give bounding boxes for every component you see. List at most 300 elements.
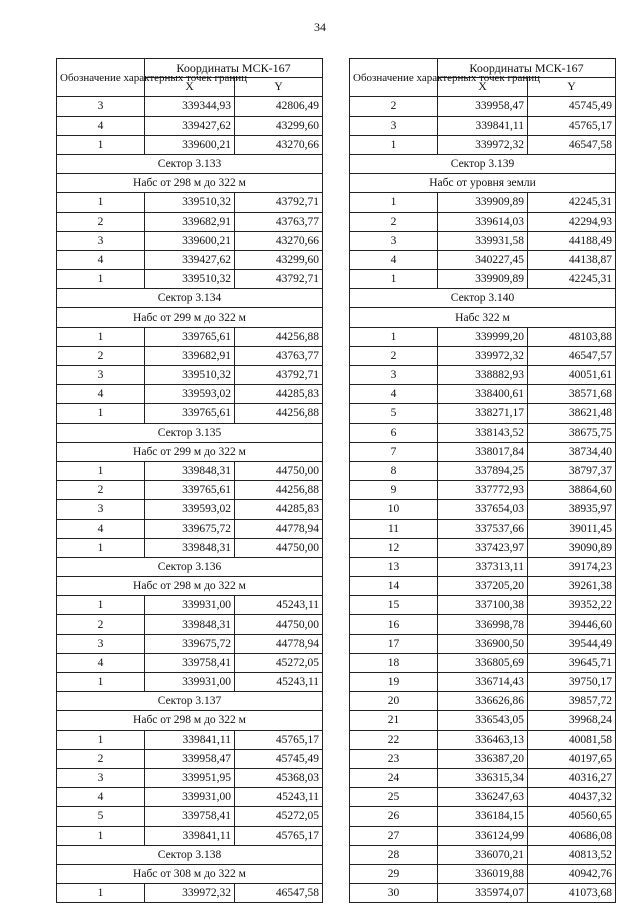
table-row [350,423,616,442]
coord-x: 339758,41 [145,653,235,672]
point-number: 23 [350,749,438,768]
coord-y: 43792,71 [235,366,323,385]
section-title-row [57,577,323,596]
coord-x: 339765,61 [145,404,235,423]
coord-y: 44750,00 [235,538,323,557]
coord-y: 38864,60 [528,481,616,500]
table-row [57,634,323,653]
section-title-row [57,711,323,730]
table-row [350,711,616,730]
table-row [57,135,323,154]
section-title: Сектор 3.133 [57,154,323,173]
point-number: 12 [350,538,438,557]
point-number: 1 [57,270,145,289]
table-row [350,250,616,269]
point-number: 28 [350,845,438,864]
point-number: 4 [57,653,145,672]
table-row [350,845,616,864]
table-row [350,730,616,749]
point-number: 3 [57,231,145,250]
coord-x: 337537,66 [438,519,528,538]
coord-y: 43763,77 [235,346,323,365]
section-title: Набс от 298 м до 322 м [57,174,323,193]
coord-x: 337772,93 [438,481,528,500]
coord-y: 42806,49 [235,97,323,116]
coord-y: 43792,71 [235,193,323,212]
point-number: 8 [350,461,438,480]
point-number: 9 [350,481,438,500]
coord-x: 337100,38 [438,596,528,615]
point-number: 3 [57,366,145,385]
coord-x: 337313,11 [438,557,528,576]
coord-y: 44778,94 [235,519,323,538]
point-number: 5 [350,404,438,423]
point-number: 1 [350,135,438,154]
coord-y: 39261,38 [528,577,616,596]
coord-x: 339972,32 [438,346,528,365]
section-title-row [350,174,616,193]
coord-x: 339765,61 [145,481,235,500]
coord-y: 42245,31 [528,193,616,212]
table-row [350,826,616,845]
table-row [350,212,616,231]
table-row [350,634,616,653]
section-title: Сектор 3.137 [57,692,323,711]
coord-x: 339931,00 [145,673,235,692]
coord-x: 339848,31 [145,538,235,557]
table-row [350,231,616,250]
coord-x: 336315,34 [438,768,528,787]
point-number: 22 [350,730,438,749]
point-number: 4 [350,385,438,404]
coord-x: 339848,31 [145,461,235,480]
table-row [350,788,616,807]
point-number: 4 [57,116,145,135]
header-points-label: Обозначение характерных точек границ [350,59,438,97]
section-title: Сектор 3.136 [57,557,323,576]
coord-y: 38571,68 [528,385,616,404]
point-number: 1 [57,135,145,154]
table-row [350,807,616,826]
table-row [57,596,323,615]
coord-x: 335974,07 [438,884,528,903]
point-number: 1 [57,826,145,845]
point-number: 30 [350,884,438,903]
point-number: 3 [350,116,438,135]
section-title-row [350,154,616,173]
coord-x: 338017,84 [438,442,528,461]
table-row [57,519,323,538]
coord-y: 45368,03 [235,768,323,787]
table-row [350,135,616,154]
coord-y: 39968,24 [528,711,616,730]
point-number: 1 [57,673,145,692]
section-title: Набс 322 м [350,308,616,327]
header-coords-label: Координаты МСК-167 [438,59,616,78]
table-row [57,788,323,807]
table-row [57,97,323,116]
point-number: 3 [57,768,145,787]
coord-x: 339972,32 [145,884,235,903]
coord-x: 336124,99 [438,826,528,845]
section-title: Сектор 3.134 [57,289,323,308]
coord-x: 338400,61 [438,385,528,404]
point-number: 1 [57,884,145,903]
point-number: 3 [350,231,438,250]
coord-y: 46547,57 [528,346,616,365]
coord-y: 40051,61 [528,366,616,385]
coord-y: 40942,76 [528,864,616,883]
point-number: 10 [350,500,438,519]
section-title: Сектор 3.140 [350,289,616,308]
table-row [350,481,616,500]
coord-y: 40081,58 [528,730,616,749]
table-row [350,673,616,692]
coord-y: 43270,66 [235,135,323,154]
coord-x: 336184,15 [438,807,528,826]
coord-y: 42245,31 [528,270,616,289]
coord-x: 338143,52 [438,423,528,442]
coord-x: 339765,61 [145,327,235,346]
header-y: Y [528,78,616,97]
header-coords-label: Координаты МСК-167 [145,59,323,78]
coord-x: 336247,63 [438,788,528,807]
table-row [57,231,323,250]
coord-y: 44188,49 [528,231,616,250]
table-row [350,692,616,711]
point-number: 3 [57,500,145,519]
table-row [350,385,616,404]
table-row [350,327,616,346]
point-number: 1 [350,193,438,212]
coord-x: 337205,20 [438,577,528,596]
point-number: 2 [57,212,145,231]
coord-x: 339510,32 [145,270,235,289]
coord-y: 45765,17 [235,826,323,845]
coord-x: 340227,45 [438,250,528,269]
point-number: 1 [57,730,145,749]
coord-y: 38675,75 [528,423,616,442]
coord-y: 44256,88 [235,481,323,500]
point-number: 13 [350,557,438,576]
coord-y: 38621,48 [528,404,616,423]
table-row [57,481,323,500]
point-number: 3 [350,366,438,385]
coord-y: 44256,88 [235,404,323,423]
table-row [350,404,616,423]
coord-y: 45272,05 [235,653,323,672]
coord-x: 336900,50 [438,634,528,653]
coord-y: 44285,83 [235,500,323,519]
point-number: 2 [350,97,438,116]
section-title: Набс от уровня земли [350,174,616,193]
point-number: 3 [57,634,145,653]
table-row [57,366,323,385]
table-row [350,884,616,903]
coord-y: 45272,05 [235,807,323,826]
point-number: 1 [350,270,438,289]
coord-x: 339344,93 [145,97,235,116]
table-row [57,193,323,212]
coord-y: 45243,11 [235,596,323,615]
table-row [57,327,323,346]
coord-y: 38935,97 [528,500,616,519]
table-row [350,864,616,883]
section-title-row [57,423,323,442]
coord-y: 39750,17 [528,673,616,692]
table-row [57,653,323,672]
section-title-row [57,289,323,308]
point-number: 1 [57,596,145,615]
point-number: 29 [350,864,438,883]
table-row [57,615,323,634]
table-row [57,270,323,289]
point-number: 27 [350,826,438,845]
coord-x: 339427,62 [145,250,235,269]
coord-y: 42294,93 [528,212,616,231]
coord-y: 46547,58 [235,884,323,903]
table-row [350,442,616,461]
point-number: 1 [57,461,145,480]
coord-x: 339758,41 [145,807,235,826]
point-number: 4 [57,250,145,269]
table-row [350,97,616,116]
point-number: 1 [57,404,145,423]
point-number: 2 [57,749,145,768]
section-title-row [57,557,323,576]
coord-y: 40560,65 [528,807,616,826]
coord-y: 43299,60 [235,250,323,269]
coord-y: 39857,72 [528,692,616,711]
coord-x: 339999,20 [438,327,528,346]
coord-x: 339593,02 [145,500,235,519]
point-number: 21 [350,711,438,730]
table-row [57,749,323,768]
coord-x: 339682,91 [145,346,235,365]
point-number: 2 [57,481,145,500]
point-number: 14 [350,577,438,596]
table-row [350,596,616,615]
coord-y: 39011,45 [528,519,616,538]
coord-y: 45765,17 [235,730,323,749]
table-row [350,538,616,557]
table-row [350,615,616,634]
coord-x: 339909,89 [438,270,528,289]
point-number: 4 [350,250,438,269]
point-number: 18 [350,653,438,672]
table-row [350,519,616,538]
point-number: 4 [57,519,145,538]
table-row [57,461,323,480]
coord-x: 337894,25 [438,461,528,480]
coord-x: 336070,21 [438,845,528,864]
table-row [57,404,323,423]
coord-x: 339958,47 [145,749,235,768]
section-title-row [57,308,323,327]
section-title: Сектор 3.139 [350,154,616,173]
section-title-row [57,864,323,883]
coord-y: 39544,49 [528,634,616,653]
coord-x: 336626,86 [438,692,528,711]
coord-x: 339958,47 [438,97,528,116]
point-number: 24 [350,768,438,787]
section-title: Набс от 299 м до 322 м [57,442,323,461]
coord-y: 40813,52 [528,845,616,864]
table-row [57,385,323,404]
table-row [350,768,616,787]
table-row [350,749,616,768]
coord-x: 336805,69 [438,653,528,672]
point-number: 3 [57,97,145,116]
coord-x: 339931,58 [438,231,528,250]
coord-y: 43299,60 [235,116,323,135]
coord-x: 339675,72 [145,634,235,653]
table-row [57,212,323,231]
coord-y: 38797,37 [528,461,616,480]
coord-x: 339931,00 [145,596,235,615]
coord-y: 44750,00 [235,615,323,634]
coord-x: 339951,95 [145,768,235,787]
table-row [350,461,616,480]
point-number: 26 [350,807,438,826]
coord-y: 39645,71 [528,653,616,672]
table-row [350,270,616,289]
table-row [350,346,616,365]
point-number: 25 [350,788,438,807]
point-number: 5 [57,807,145,826]
table-row [57,500,323,519]
coord-y: 44285,83 [235,385,323,404]
point-number: 7 [350,442,438,461]
coord-y: 46547,58 [528,135,616,154]
coord-y: 40686,08 [528,826,616,845]
coord-y: 48103,88 [528,327,616,346]
point-number: 4 [57,788,145,807]
table-row [350,577,616,596]
coord-y: 40197,65 [528,749,616,768]
coord-x: 339427,62 [145,116,235,135]
section-title: Набс от 298 м до 322 м [57,577,323,596]
coord-y: 45243,11 [235,673,323,692]
coord-x: 339510,32 [145,366,235,385]
coord-y: 44778,94 [235,634,323,653]
table-row [350,653,616,672]
coord-x: 339848,31 [145,615,235,634]
coord-x: 339600,21 [145,231,235,250]
coord-x: 338882,93 [438,366,528,385]
coord-y: 45745,49 [528,97,616,116]
section-title-row [57,174,323,193]
point-number: 1 [57,538,145,557]
coord-x: 337654,03 [438,500,528,519]
coord-x: 339510,32 [145,193,235,212]
coord-y: 39174,23 [528,557,616,576]
page-number: 34 [314,20,326,34]
table-row [57,768,323,787]
coord-y: 43763,77 [235,212,323,231]
point-number: 2 [57,615,145,634]
coord-x: 336543,05 [438,711,528,730]
point-number: 6 [350,423,438,442]
point-number: 20 [350,692,438,711]
point-number: 2 [57,346,145,365]
coord-x: 339972,32 [438,135,528,154]
point-number: 4 [57,385,145,404]
coord-y: 39446,60 [528,615,616,634]
table-row [57,730,323,749]
section-title-row [57,442,323,461]
coord-y: 40316,27 [528,768,616,787]
header-points-label: Обозначение характерных точек границ [57,59,145,97]
section-title-row [350,289,616,308]
coord-x: 338271,17 [438,404,528,423]
table-row [350,193,616,212]
point-number: 2 [350,212,438,231]
coord-y: 45745,49 [235,749,323,768]
section-title-row [57,154,323,173]
coordinates-table-right [349,58,616,903]
table-row [350,116,616,135]
section-title: Набс от 298 м до 322 м [57,711,323,730]
coord-y: 44256,88 [235,327,323,346]
coord-x: 339909,89 [438,193,528,212]
point-number: 2 [350,346,438,365]
coord-x: 339675,72 [145,519,235,538]
table-row [57,538,323,557]
table-row [350,366,616,385]
table-row [350,500,616,519]
section-title: Сектор 3.138 [57,845,323,864]
section-title: Набс от 308 м до 322 м [57,864,323,883]
section-title-row [350,308,616,327]
coord-x: 339682,91 [145,212,235,231]
section-title-row [57,845,323,864]
point-number: 1 [57,327,145,346]
coord-x: 339841,11 [145,730,235,749]
coord-y: 45243,11 [235,788,323,807]
section-title: Сектор 3.135 [57,423,323,442]
coord-y: 41073,68 [528,884,616,903]
coord-y: 38734,40 [528,442,616,461]
table-row [57,346,323,365]
section-title: Набс от 299 м до 322 м [57,308,323,327]
coord-y: 44750,00 [235,461,323,480]
coord-x: 336019,88 [438,864,528,883]
point-number: 15 [350,596,438,615]
coord-x: 336714,43 [438,673,528,692]
coord-x: 339593,02 [145,385,235,404]
coord-y: 39352,22 [528,596,616,615]
header-x: X [145,78,235,97]
coord-y: 43792,71 [235,270,323,289]
coord-x: 339600,21 [145,135,235,154]
coord-x: 339841,11 [438,116,528,135]
table-row [57,826,323,845]
coord-y: 45765,17 [528,116,616,135]
coord-x: 336463,13 [438,730,528,749]
point-number: 16 [350,615,438,634]
coord-x: 336998,78 [438,615,528,634]
section-title-row [57,692,323,711]
coord-x: 337423,97 [438,538,528,557]
point-number: 1 [350,327,438,346]
coord-x: 339841,11 [145,826,235,845]
coord-y: 43270,66 [235,231,323,250]
table-row [57,807,323,826]
table-row [57,673,323,692]
point-number: 1 [57,193,145,212]
table-row [57,116,323,135]
